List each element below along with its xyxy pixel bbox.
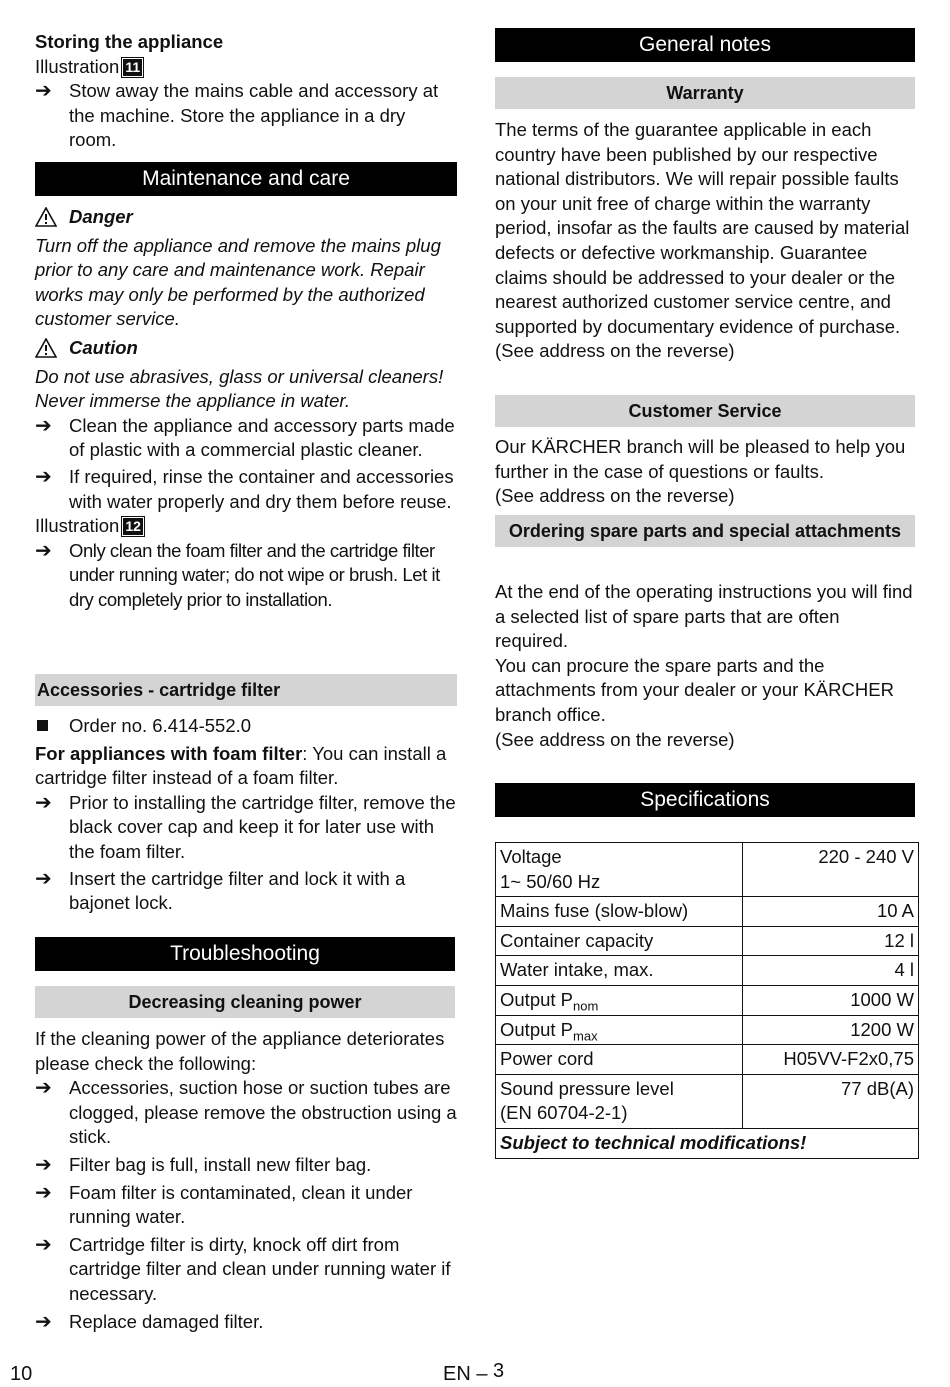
spare-parts-procure-text: You can procure the spare parts and the attachments from your dealer or your KÄRCHER branch office. [495, 654, 894, 725]
caution-text: Do not use abrasives, glass or universal cleaners! Never immerse the appliance in water. [35, 365, 444, 412]
spec-value: 1000 W [743, 985, 919, 1015]
spec-value: 12 l [743, 926, 919, 956]
spec-label: Mains fuse (slow-blow) [496, 897, 743, 927]
troubleshooting-step-text: Filter bag is full, install new filter bag. [69, 1153, 372, 1175]
customer-service-section [495, 435, 915, 509]
table-row [496, 1045, 919, 1075]
illustration-label: Illustration [35, 55, 120, 77]
warning-triangle-icon [35, 338, 57, 358]
troubleshooting-step-text: Cartridge filter is dirty, knock off dirt from cartridge filter and clean under running water if necessary. [69, 1233, 451, 1304]
danger-text: Turn off the appliance and remove the mains plug prior to any care and maintenance work. Repair works may only be performed by the authorized customer service. [35, 234, 441, 330]
maintenance-step [35, 465, 457, 514]
table-row [496, 843, 919, 897]
maintenance-illustration [35, 514, 457, 539]
bullet-square-icon [37, 720, 48, 731]
spare-parts-text: At the end of the operating instructions you will find a selected list of spare parts that are often required. [495, 581, 913, 652]
table-row [496, 1128, 919, 1158]
foam-note [35, 742, 457, 791]
spec-value: H05VV-F2x0,75 [743, 1045, 919, 1075]
warranty-section [495, 118, 915, 364]
spec-label-subscript: nom [573, 998, 599, 1014]
storing-step [35, 79, 457, 153]
arrow-icon: ➔ [35, 867, 52, 890]
maintenance-step-text: Clean the appliance and accessory parts made of plastic with a commercial plastic cleaner. [69, 414, 455, 461]
illustration-label: Illustration [35, 515, 120, 537]
spec-label [496, 1074, 743, 1128]
accessories-step-text: Insert the cartridge filter and lock it with a bajonet lock. [69, 867, 406, 914]
footer-page-label [443, 1362, 504, 1387]
arrow-icon: ➔ [35, 539, 52, 562]
spec-label-sub: (EN 60704-2-1) [500, 1102, 628, 1124]
troubleshooting-step-text: Replace damaged filter. [69, 1310, 264, 1332]
warranty-text: The terms of the guarantee applicable in each country have been published by our respective national distributors. We will repair possible faults on your unit free of charge within the warranty period, insofar as the faults are caused by material defects or defective workmanship. Guarantee claims should be addressed to your dealer or the nearest authorized customer service centre, and supported by documentary evidence of purchase. [495, 119, 910, 337]
spec-label [496, 985, 743, 1015]
troubleshooting-intro: If the cleaning power of the appliance deteriorates please check the following: [35, 1028, 445, 1074]
table-row [496, 956, 919, 986]
danger-heading [35, 205, 457, 230]
spec-label-text: Output P [500, 1018, 574, 1040]
storing-section [35, 30, 457, 153]
arrow-icon: ➔ [35, 414, 52, 437]
arrow-icon: ➔ [35, 1077, 52, 1100]
table-row [496, 926, 919, 956]
accessories-step [35, 867, 457, 916]
spec-value: 1200 W [743, 1015, 919, 1045]
page-number: 10 [10, 1363, 33, 1385]
spec-value: 77 dB(A) [743, 1074, 919, 1128]
general-notes-header: General notes [495, 28, 915, 62]
spec-label: Power cord [496, 1045, 743, 1075]
table-row [496, 985, 919, 1015]
arrow-icon: ➔ [35, 1181, 52, 1204]
storing-illustration [35, 55, 457, 80]
troubleshooting-header: Troubleshooting [35, 937, 455, 971]
customer-service-text: Our KÄRCHER branch will be pleased to help you further in the case of questions or faults. [495, 436, 906, 482]
spec-label: Container capacity [496, 926, 743, 956]
customer-service-header: Customer Service [495, 395, 915, 427]
accessories-step-text: Prior to installing the cartridge filter, remove the black cover cap and keep it for later use with the foam filter. [69, 791, 456, 862]
maintenance-step-text: If required, rinse the container and accessories with water properly and dry them before reuse. [69, 465, 454, 512]
foam-note-bold: For appliances with foam filter [35, 742, 303, 764]
maintenance-header: Maintenance and care [35, 162, 457, 196]
troubleshooting-step-text: Foam filter is contaminated, clean it under running water. [69, 1181, 413, 1228]
order-number: Order no. 6.414-552.0 [69, 715, 252, 736]
troubleshooting-step [35, 1076, 457, 1150]
footer-lang: EN [443, 1363, 471, 1385]
spare-parts-see-address: (See address on the reverse) [495, 728, 735, 750]
warranty-see-address: (See address on the reverse) [495, 340, 735, 362]
arrow-icon: ➔ [35, 791, 52, 814]
maintenance-step [35, 414, 457, 463]
table-row [496, 1074, 919, 1128]
decreasing-power-header: Decreasing cleaning power [35, 986, 455, 1018]
spec-value: 4 l [743, 956, 919, 986]
arrow-icon: ➔ [35, 465, 52, 488]
illustration-number: 11 [125, 58, 141, 75]
arrow-icon: ➔ [35, 1153, 52, 1176]
spec-value: 220 - 240 V [743, 843, 919, 897]
danger-label: Danger [69, 206, 133, 227]
footer-dash: – [476, 1363, 488, 1385]
customer-service-see-address: (See address on the reverse) [495, 485, 735, 507]
accessories-step [35, 791, 457, 865]
spec-label-text: Sound pressure level [500, 1077, 674, 1099]
spec-value: 10 A [743, 897, 919, 927]
troubleshooting-step [35, 1310, 457, 1335]
caution-heading [35, 336, 457, 361]
specifications-table [495, 842, 919, 1159]
arrow-icon: ➔ [35, 80, 52, 103]
spare-parts-section [495, 580, 915, 752]
spare-parts-header: Ordering spare parts and special attachments [495, 515, 915, 547]
troubleshooting-section [35, 1027, 457, 1334]
filter-step [35, 539, 457, 613]
spec-label-subscript: max [573, 1028, 598, 1044]
arrow-icon: ➔ [35, 1310, 52, 1333]
illustration-number: 12 [125, 518, 141, 535]
caution-label: Caution [69, 336, 138, 358]
spec-label-text: Output P [500, 988, 574, 1010]
arrow-icon: ➔ [35, 1233, 52, 1256]
spec-note: Subject to technical modifications! [496, 1128, 919, 1158]
troubleshooting-step [35, 1233, 457, 1307]
storing-step-text: Stow away the mains cable and accessory at the machine. Store the appliance in a dry room. [69, 80, 439, 151]
order-item [35, 714, 457, 739]
table-row [496, 897, 919, 927]
accessories-section [35, 714, 457, 916]
table-row [496, 1015, 919, 1045]
specifications-header: Specifications [495, 783, 915, 817]
troubleshooting-step [35, 1153, 457, 1178]
footer-sub-page: 3 [493, 1360, 505, 1382]
accessories-header: Accessories - cartridge filter [35, 674, 457, 706]
storing-title: Storing the appliance [35, 31, 224, 52]
spec-label [496, 843, 743, 897]
warranty-header: Warranty [495, 77, 915, 109]
spec-label: Water intake, max. [496, 956, 743, 986]
spec-label-sub: 1~ 50/60 Hz [500, 870, 601, 892]
spec-label [496, 1015, 743, 1045]
maintenance-section [35, 205, 457, 613]
filter-step-text: Only clean the foam filter and the cartridge filter under running water; do not wipe or brush. Let it dry completely prior to installation. [69, 539, 440, 610]
troubleshooting-step [35, 1181, 457, 1230]
spec-label-text: Voltage [500, 846, 562, 867]
foam-note-text: : You can install a cartridge filter instead of a foam filter. [35, 742, 447, 789]
warning-triangle-icon [35, 207, 57, 227]
troubleshooting-step-text: Accessories, suction hose or suction tubes are clogged, please remove the obstruction using a stick. [69, 1077, 457, 1148]
